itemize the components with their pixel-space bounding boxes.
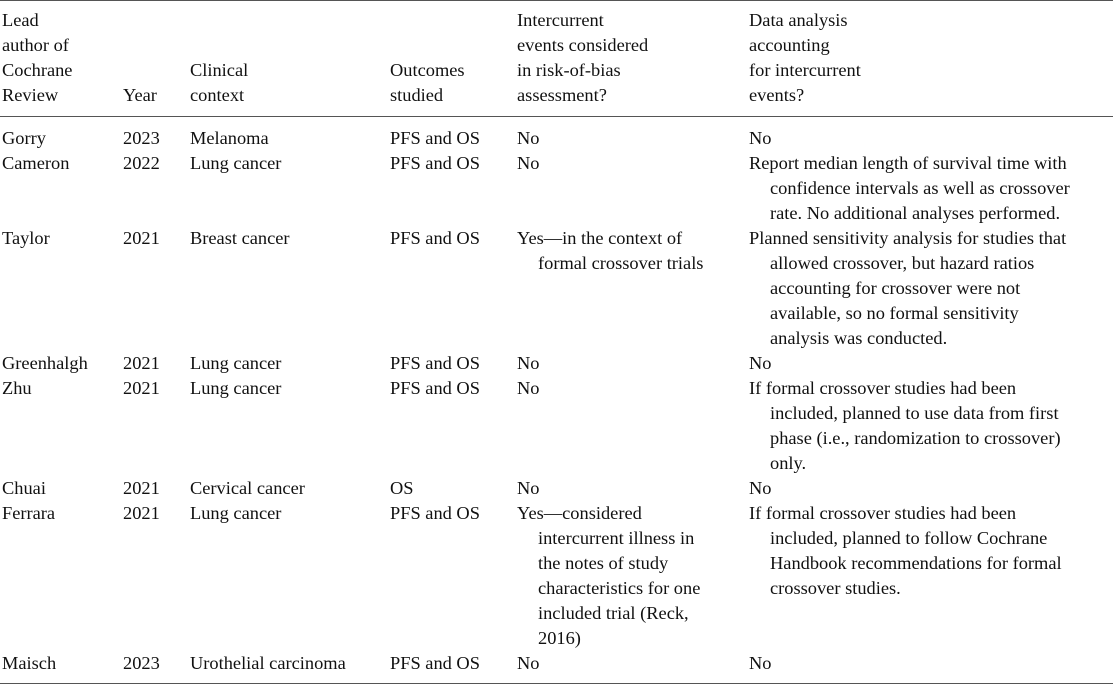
data-analysis-cell (749, 151, 1070, 226)
risk-of-bias-cell (517, 376, 539, 401)
cell-line: Yes—in the context of (517, 228, 683, 248)
header-line: events considered (517, 35, 649, 55)
data-analysis-cell (749, 351, 771, 376)
risk-of-bias-cell (517, 501, 700, 651)
clinical-context-cell: Urothelial carcinoma (190, 653, 346, 673)
cell-line: No (517, 378, 540, 398)
header-outcomes-studied (390, 8, 510, 108)
cell-line: No (517, 478, 540, 498)
year-cell: 2021 (123, 228, 160, 248)
cell-line: 2016) (538, 628, 581, 648)
year-cell: 2021 (123, 378, 160, 398)
header-line: studied (390, 85, 444, 105)
data-analysis-cell (749, 126, 771, 151)
cell-line: No (517, 653, 540, 673)
lead-author-cell: Ferrara (2, 503, 56, 523)
cell-line: If formal crossover studies had been (749, 378, 1017, 398)
top-rule (0, 0, 1113, 1)
clinical-context-cell: Lung cancer (190, 353, 282, 373)
header-line: context (190, 85, 245, 105)
cell-line: No (517, 128, 540, 148)
cell-line: included trial (Reck, (538, 603, 689, 623)
clinical-context-cell: Lung cancer (190, 378, 282, 398)
header-line: Cochrane (2, 60, 73, 80)
data-analysis-cell (749, 476, 771, 501)
cell-line: crossover studies. (770, 578, 901, 598)
cell-line: only. (770, 453, 807, 473)
header-line: assessment? (517, 85, 607, 105)
header-line: Year (123, 85, 157, 105)
lead-author-cell: Gorry (2, 128, 46, 148)
cell-line: No (517, 153, 540, 173)
year-cell: 2023 (123, 653, 160, 673)
cell-line: formal crossover trials (538, 253, 704, 273)
clinical-context-cell: Melanoma (190, 128, 269, 148)
header-line: events? (749, 85, 805, 105)
header-intercurrent-risk-of-bias (517, 8, 742, 108)
year-cell: 2021 (123, 353, 160, 373)
cell-line: included, planned to use data from first (770, 403, 1059, 423)
cell-line: included, planned to follow Cochrane (770, 528, 1048, 548)
data-analysis-cell (749, 501, 1062, 601)
lead-author-cell: Cameron (2, 153, 70, 173)
cell-line: No (749, 653, 772, 673)
cell-line: the notes of study (538, 553, 669, 573)
year-cell: 2021 (123, 503, 160, 523)
clinical-context-cell: Lung cancer (190, 153, 282, 173)
outcomes-cell: OS (390, 478, 414, 498)
cell-line: available, so no formal sensitivity (770, 303, 1019, 323)
cell-line: intercurrent illness in (538, 528, 695, 548)
outcomes-cell: PFS and OS (390, 228, 480, 248)
risk-of-bias-cell (517, 476, 539, 501)
cell-line: Handbook recommendations for formal (770, 553, 1062, 573)
data-analysis-cell (749, 651, 771, 676)
year-cell: 2021 (123, 478, 160, 498)
lead-author-cell: Maisch (2, 653, 57, 673)
outcomes-cell: PFS and OS (390, 653, 480, 673)
clinical-context-cell: Cervical cancer (190, 478, 305, 498)
header-line: Data analysis (749, 10, 848, 30)
cell-line: No (749, 128, 772, 148)
cell-line: accounting for crossover were not (770, 278, 1021, 298)
lead-author-cell: Taylor (2, 228, 50, 248)
header-line: Review (2, 85, 59, 105)
cell-line: confidence intervals as well as crossover (770, 178, 1070, 198)
risk-of-bias-cell (517, 126, 539, 151)
cell-line: If formal crossover studies had been (749, 503, 1017, 523)
header-year (123, 8, 183, 108)
cell-line: phase (i.e., randomization to crossover) (770, 428, 1061, 448)
header-data-analysis (749, 8, 1109, 108)
header-lead-author (2, 8, 120, 108)
cell-line: Report median length of survival time with (749, 153, 1067, 173)
cell-line: analysis was conducted. (770, 328, 948, 348)
header-line: in risk-of-bias (517, 60, 621, 80)
header-line: Lead (2, 10, 39, 30)
cell-line: No (749, 353, 772, 373)
year-cell: 2022 (123, 153, 160, 173)
risk-of-bias-cell (517, 226, 703, 276)
outcomes-cell: PFS and OS (390, 153, 480, 173)
cell-line: Yes—considered (517, 503, 642, 523)
lead-author-cell: Chuai (2, 478, 46, 498)
year-cell: 2023 (123, 128, 160, 148)
cell-line: Planned sensitivity analysis for studies that (749, 228, 1067, 248)
header-line: for intercurrent (749, 60, 861, 80)
risk-of-bias-cell (517, 351, 539, 376)
data-analysis-cell (749, 226, 1066, 351)
data-analysis-cell (749, 376, 1061, 476)
cell-line: rate. No additional analyses performed. (770, 203, 1061, 223)
outcomes-cell: PFS and OS (390, 378, 480, 398)
risk-of-bias-cell (517, 651, 539, 676)
cell-line: characteristics for one (538, 578, 701, 598)
header-line: Clinical (190, 60, 249, 80)
lead-author-cell: Greenhalgh (2, 353, 88, 373)
cell-line: allowed crossover, but hazard ratios (770, 253, 1035, 273)
cell-line: No (517, 353, 540, 373)
risk-of-bias-cell (517, 151, 539, 176)
cell-line: No (749, 478, 772, 498)
header-clinical-context (190, 8, 380, 108)
header-line: author of (2, 35, 69, 55)
outcomes-cell: PFS and OS (390, 128, 480, 148)
outcomes-cell: PFS and OS (390, 503, 480, 523)
header-rule (0, 116, 1113, 117)
clinical-context-cell: Breast cancer (190, 228, 290, 248)
header-line: accounting (749, 35, 830, 55)
lead-author-cell: Zhu (2, 378, 32, 398)
outcomes-cell: PFS and OS (390, 353, 480, 373)
header-line: Outcomes (390, 60, 465, 80)
header-line: Intercurrent (517, 10, 604, 30)
clinical-context-cell: Lung cancer (190, 503, 282, 523)
